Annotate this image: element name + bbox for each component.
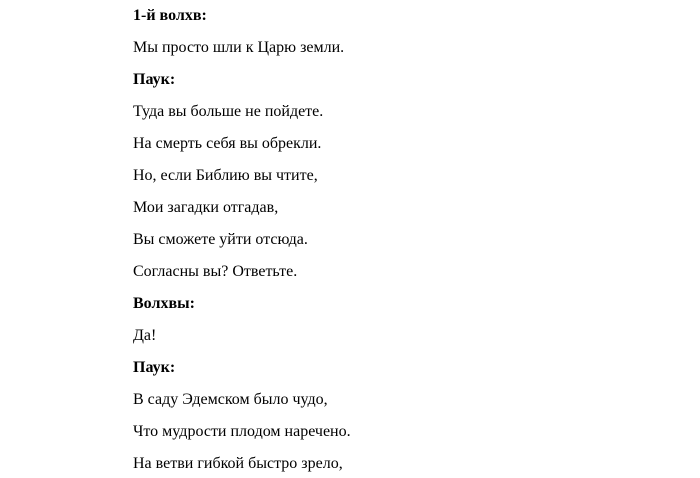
verse-line: Да! <box>133 327 157 344</box>
verse-line: На ветви гибкой быстро зрело, <box>133 455 343 472</box>
speaker-heading: Волхвы: <box>133 295 195 312</box>
verse-line: Мои загадки отгадав, <box>133 199 279 216</box>
verse-line: Согласны вы? Ответьте. <box>133 263 298 280</box>
document-body <box>133 0 680 478</box>
verse-line: Что мудрости плодом наречено. <box>133 423 351 440</box>
verse-line: Но, если Библию вы чтите, <box>133 167 318 184</box>
verse-line: Мы просто шли к Царю земли. <box>133 39 345 56</box>
speaker-heading: 1-й волхв: <box>133 7 207 24</box>
verse-line: Вы сможете уйти отсюда. <box>133 231 308 248</box>
verse-line: В саду Эдемском было чудо, <box>133 391 328 408</box>
verse-line: Туда вы больше не пойдете. <box>133 103 324 120</box>
speaker-heading: Паук: <box>133 71 176 88</box>
verse-line: На смерть себя вы обрекли. <box>133 135 322 152</box>
speaker-heading: Паук: <box>133 359 176 376</box>
